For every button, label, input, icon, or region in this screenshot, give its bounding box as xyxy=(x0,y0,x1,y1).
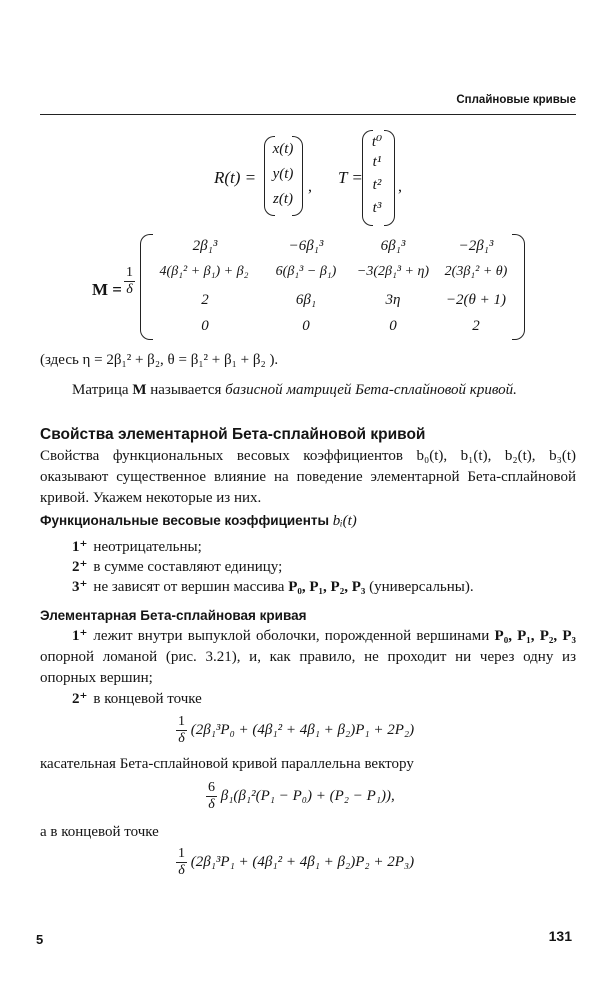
m-r4c1: 0 xyxy=(201,318,209,334)
curve-prop-2 xyxy=(72,689,202,708)
weight-prop-2 xyxy=(72,557,282,576)
m-r4c2: 0 xyxy=(302,318,310,334)
tangent-text: касательная Бета-сплайновой кривой параллельна вектору xyxy=(40,756,414,772)
weight-prop-3-text: не зависят от вершин массива xyxy=(93,579,285,595)
section-properties-text: Свойства функциональных весовых коэффициентов b₀(t), b₁(t), b₂(t), b₃(t) оказывают существенное влияние на поведение элементарной Бета-сплайновой кривой. Укажем некоторые из них. xyxy=(40,448,576,506)
curve-prop-2-mark: 2⁺ xyxy=(72,691,88,707)
weight-prop-1 xyxy=(72,537,202,556)
section-title-curve: Элементарная Бета-сплайновая кривая xyxy=(40,608,307,623)
t-entry-3: t³ xyxy=(372,200,382,216)
r-entry-y: y(t) xyxy=(272,166,294,182)
formula-3-body: (2β₁³P₁ + (4β₁² + 4β₁ + β₂)P₂ + 2P₃) xyxy=(190,853,415,870)
weight-prop-2-mark: 2⁺ xyxy=(72,559,88,575)
para1-middle: называется xyxy=(146,382,226,398)
m-r1c1: 2β₁³ xyxy=(192,238,218,254)
formula-3: $\frac{1}{\delta}$ (2β₁³P₁ + (4β₁² + 4β₁ + β₂)P₂ + 2P₃) xyxy=(178,846,415,878)
formula-1-body: (2β₁³P₀ + (4β₁² + 4β₁ + β₂)P₁ + 2P₂) xyxy=(190,721,415,738)
weights-title-text: Функциональные весовые коэффициенты xyxy=(40,513,329,528)
header-rule xyxy=(40,114,576,115)
r-comma: , xyxy=(308,178,312,195)
t-entry-2: t² xyxy=(372,177,382,193)
margin-mark: 5 xyxy=(36,932,44,947)
m-r2c1: 4(β₁² + β₁) + β₂ xyxy=(159,264,249,279)
weight-prop-3 xyxy=(72,577,474,596)
weight-prop-1-mark: 1⁺ xyxy=(72,539,88,555)
m-r1c4: −2β₁³ xyxy=(458,238,494,254)
m-r2c4: 2(3β₁² + θ) xyxy=(444,264,508,279)
definitions-note: (здесь η = 2β₁² + β₂, θ = β₁² + β₁ + β₂ ). xyxy=(40,352,279,368)
m-r3c3: 3η xyxy=(385,292,401,308)
weight-prop-3-after: (универсальны). xyxy=(365,579,474,595)
formula-2-num: 6 xyxy=(208,780,215,795)
r-vector-label: R(t) = xyxy=(214,168,257,187)
m-r2c3: −3(2β₁³ + η) xyxy=(356,264,430,279)
curve-prop-1 xyxy=(40,626,576,689)
weight-prop-3-mark: 3⁺ xyxy=(72,579,88,595)
t-entry-1: t¹ xyxy=(372,154,382,170)
t-comma: , xyxy=(398,178,402,195)
r-entry-x: x(t) xyxy=(272,141,294,157)
m-r1c3: 6β₁³ xyxy=(380,238,406,254)
curve-prop-1-math: P₀, P₁, P₂, P₃ xyxy=(494,628,577,644)
weight-prop-1-text: неотрицательны; xyxy=(93,539,202,555)
t-entry-0: t⁰ xyxy=(371,134,383,150)
m-r4c4: 2 xyxy=(472,318,480,334)
matrix-prefactor xyxy=(124,265,135,298)
m-r1c2: −6β₁³ xyxy=(288,238,324,254)
matrix-label: M = xyxy=(92,280,122,299)
matrix-definition-paragraph xyxy=(40,380,576,401)
curve-prop-2-text: в концевой точке xyxy=(93,691,202,707)
formula-2: $\frac{6}{\delta}$ β₁(β₁²(P₁ − P₀) + (P₂ − P₁)), xyxy=(208,780,395,812)
m-r2c2: 6(β₁³ − β₁) xyxy=(275,264,337,279)
running-title: Сплайновые кривые xyxy=(456,94,576,106)
curve-prop-1-text: лежит внутри выпуклой оболочки, порожденной вершинами xyxy=(93,628,490,644)
formula-1: $\frac{1}{\delta}$ (2β₁³P₀ + (4β₁² + 4β₁ + β₂)P₁ + 2P₂) xyxy=(178,714,415,746)
weight-prop-3-math: P₀, P₁, P₂, P₃ xyxy=(288,579,366,595)
m-r3c4: −2(θ + 1) xyxy=(445,292,507,308)
curve-prop-1-cont: опорной ломаной (рис. 3.21), и, как правило, не проходит ни через одну из опорных вершин; xyxy=(40,649,576,686)
para1-italic: базисной матрицей Бета-сплайновой кривой. xyxy=(225,382,517,398)
weights-title-math: bᵢ(t) xyxy=(332,513,357,529)
page-number: 131 xyxy=(548,928,572,944)
para1-bold: M xyxy=(132,382,147,398)
weight-prop-2-text: в сумме составляют единицу; xyxy=(93,559,283,575)
para1-prefix: Матрица xyxy=(72,382,133,398)
section-title-properties: Свойства элементарной Бета-сплайновой кривой xyxy=(40,426,426,443)
section-title-weights xyxy=(40,513,357,530)
other-end-text: а в концевой точке xyxy=(40,824,159,840)
formula-2-body: β₁(β₁²(P₁ − P₀) + (P₂ − P₁)), xyxy=(220,787,395,804)
m-r3c1: 2 xyxy=(201,292,209,308)
m-r4c3: 0 xyxy=(389,318,397,334)
prefactor-den: δ xyxy=(126,282,133,297)
m-r3c2: 6β₁ xyxy=(295,292,317,308)
curve-prop-1-mark: 1⁺ xyxy=(72,628,88,644)
r-entry-z: z(t) xyxy=(273,191,293,207)
t-vector-label: T = xyxy=(338,168,363,187)
prefactor-num: 1 xyxy=(126,265,133,280)
